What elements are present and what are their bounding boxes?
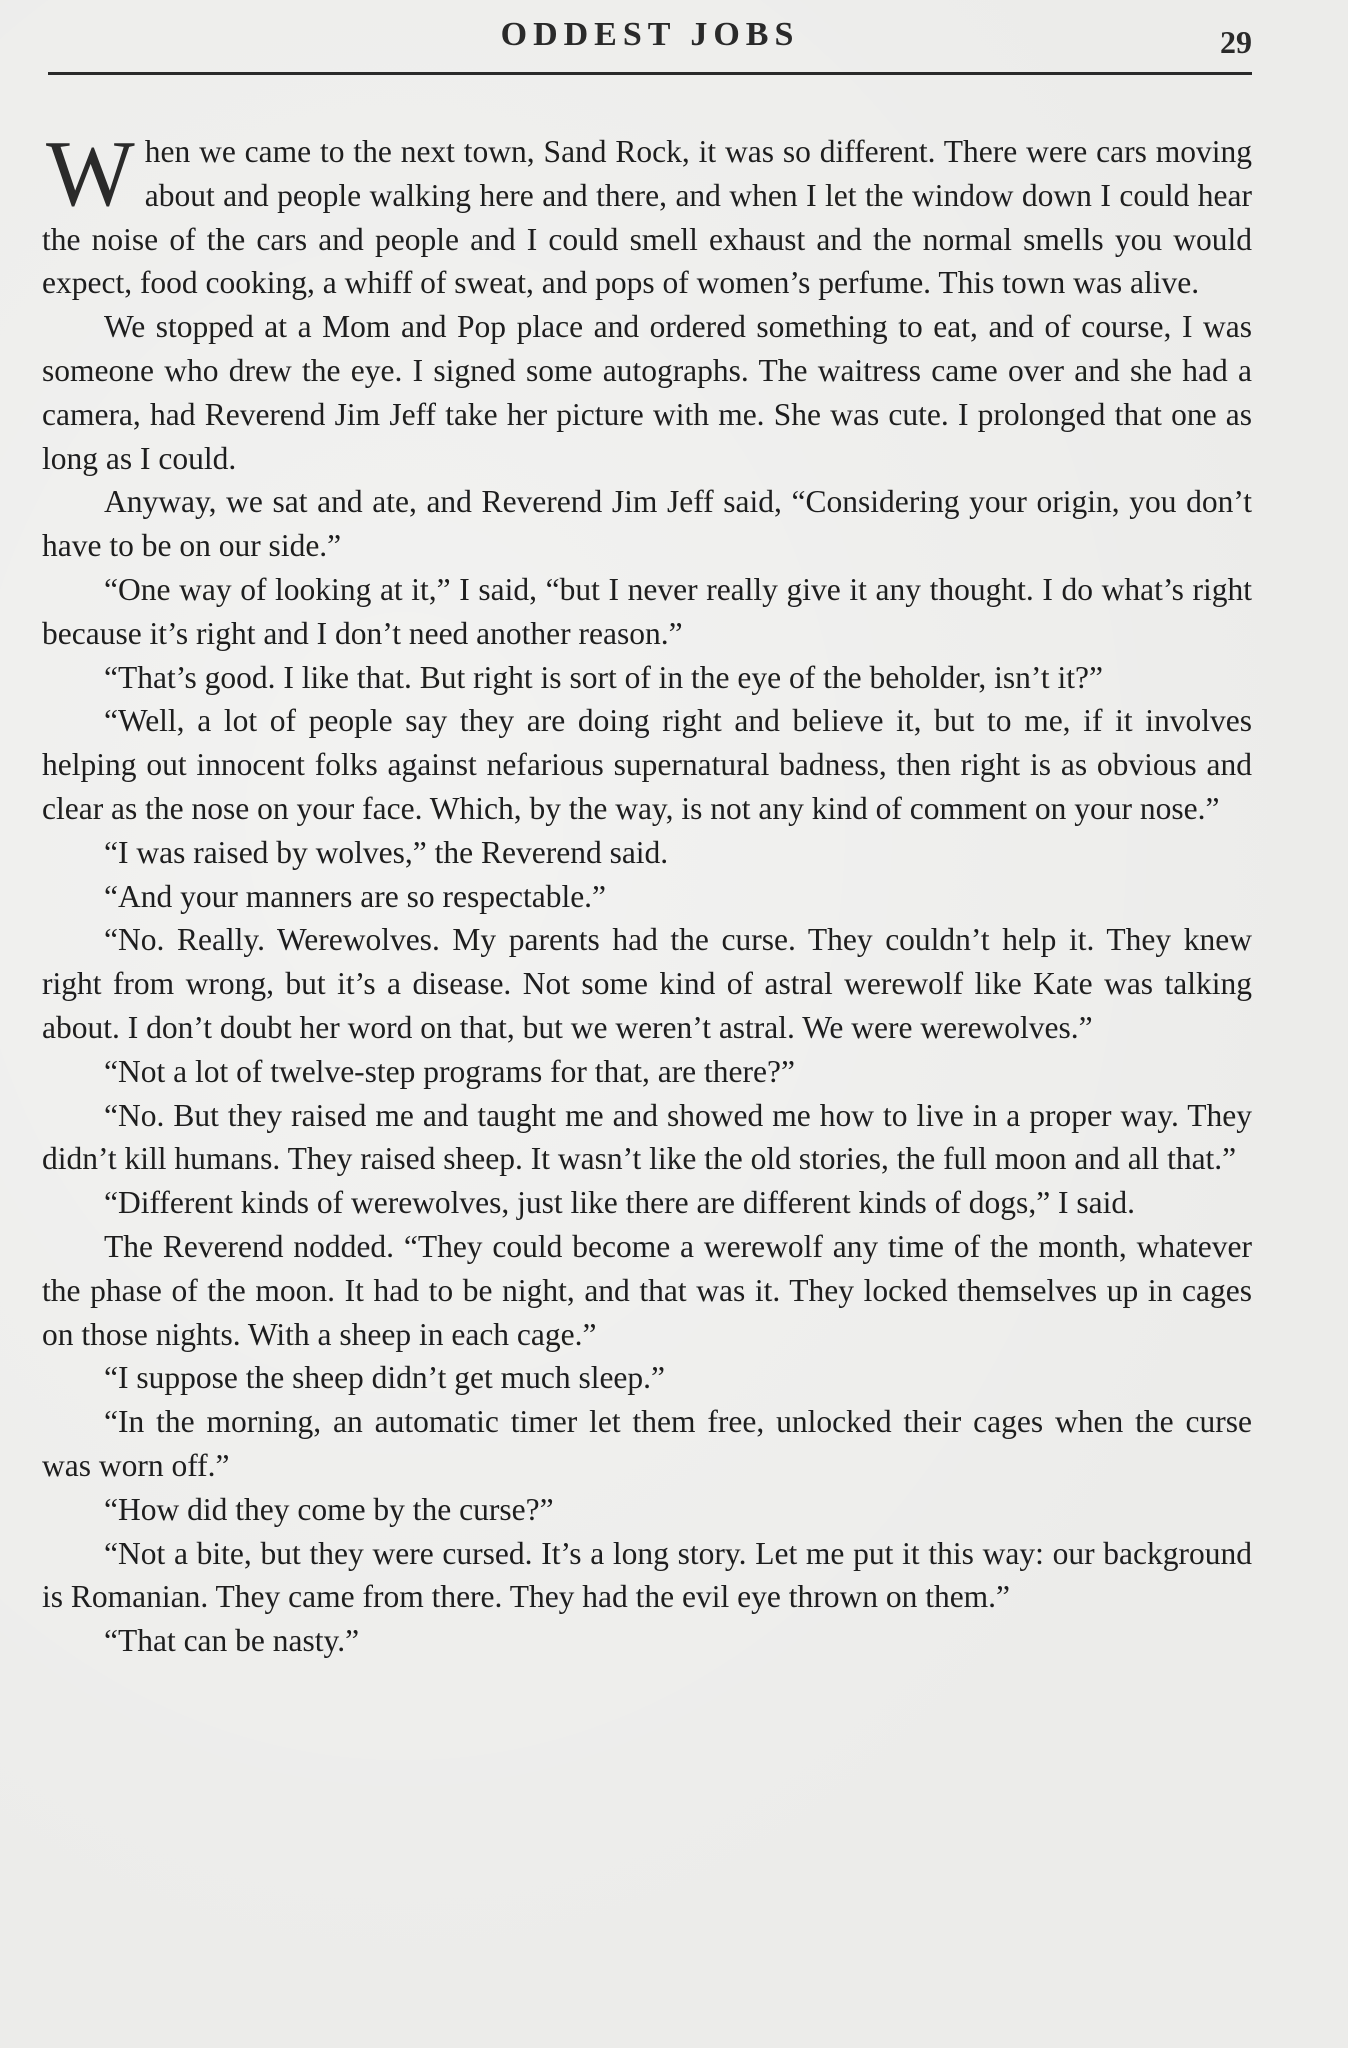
paragraph: “I was raised by wolves,” the Reverend said. — [104, 834, 669, 870]
paragraph — [42, 122, 1252, 305]
paragraph: We stopped at a Mom and Pop place and ordered something to eat, and of course, I was someone who drew the eye. I signed some autographs. The waitress came over and she had a camera, had Reverend Jim Jeff take her picture with me. She was cute. I prolonged that one as long as I could. — [42, 309, 1252, 476]
paragraph: “That’s good. I like that. But right is sort of in the eye of the beholder, isn’t it?” — [104, 659, 1103, 695]
page-number: 29 — [1220, 24, 1252, 60]
paragraph: “Different kinds of werewolves, just like there are different kinds of dogs,” I said. — [104, 1185, 1136, 1221]
body-text — [42, 122, 1252, 1663]
paragraph: Anyway, we sat and ate, and Reverend Jim Jeff said, “Considering your origin, you don’t have to be on our side.” — [42, 484, 1252, 564]
paragraph: “Not a lot of twelve-step programs for that, are there?” — [104, 1053, 795, 1089]
drop-cap: W — [46, 122, 135, 226]
header-rule — [48, 72, 1252, 75]
paragraph: “Well, a lot of people say they are doing right and believe it, but to me, if it involves helping out innocent folks against nefarious supernatural badness, then right is as obvious and clear as the nose on your face. Which, by the way, is not any kind of comment on your nose.” — [42, 703, 1252, 826]
paragraph: “And your manners are so respectable.” — [104, 878, 607, 914]
paragraph: “No. But they raised me and taught me and showed me how to live in a proper way. They didn’t kill humans. They raised sheep. It wasn’t like the old stories, the full moon and all that.” — [42, 1097, 1252, 1177]
paragraph: “No. Really. Werewolves. My parents had the curse. They couldn’t help it. They knew right from wrong, but it’s a disease. Not some kind of astral werewolf like Kate was talking about. I don’t doubt her word on that, but we weren’t astral. We were werewolves.” — [42, 922, 1252, 1045]
paragraph: “One way of looking at it,” I said, “but I never really give it any thought. I do what’s right because it’s right and I don’t need another reason.” — [42, 571, 1252, 651]
paragraph: “In the morning, an automatic timer let them free, unlocked their cages when the curse was worn off.” — [42, 1404, 1252, 1483]
paragraph: “I suppose the sheep didn’t get much sleep.” — [104, 1360, 666, 1396]
paragraph: “How did they come by the curse?” — [104, 1491, 554, 1527]
paragraph: “Not a bite, but they were cursed. It’s a long story. Let me put it this way: our background is Romanian. They came from there. They had the evil eye thrown on them.” — [42, 1535, 1252, 1615]
running-header — [48, 10, 1252, 70]
running-title: ODDEST JOBS — [500, 16, 800, 53]
paragraph: The Reverend nodded. “They could become a werewolf any time of the month, whatever the phase of the moon. It had to be night, and that was it. They locked themselves up in cages on those nights. With a sheep in each cage.” — [42, 1228, 1252, 1352]
paragraph-text: hen we came to the next town, Sand Rock, it was so different. There were cars moving about and people walking here and there, and when I let the window down I could hear the noise of the cars and people and I could smell exhaust and the normal smells you would expect, food cooking, a whiff of sweat, and pops of women’s perfume. This town was alive. — [42, 134, 1252, 301]
paragraph: “That can be nasty.” — [104, 1623, 360, 1659]
